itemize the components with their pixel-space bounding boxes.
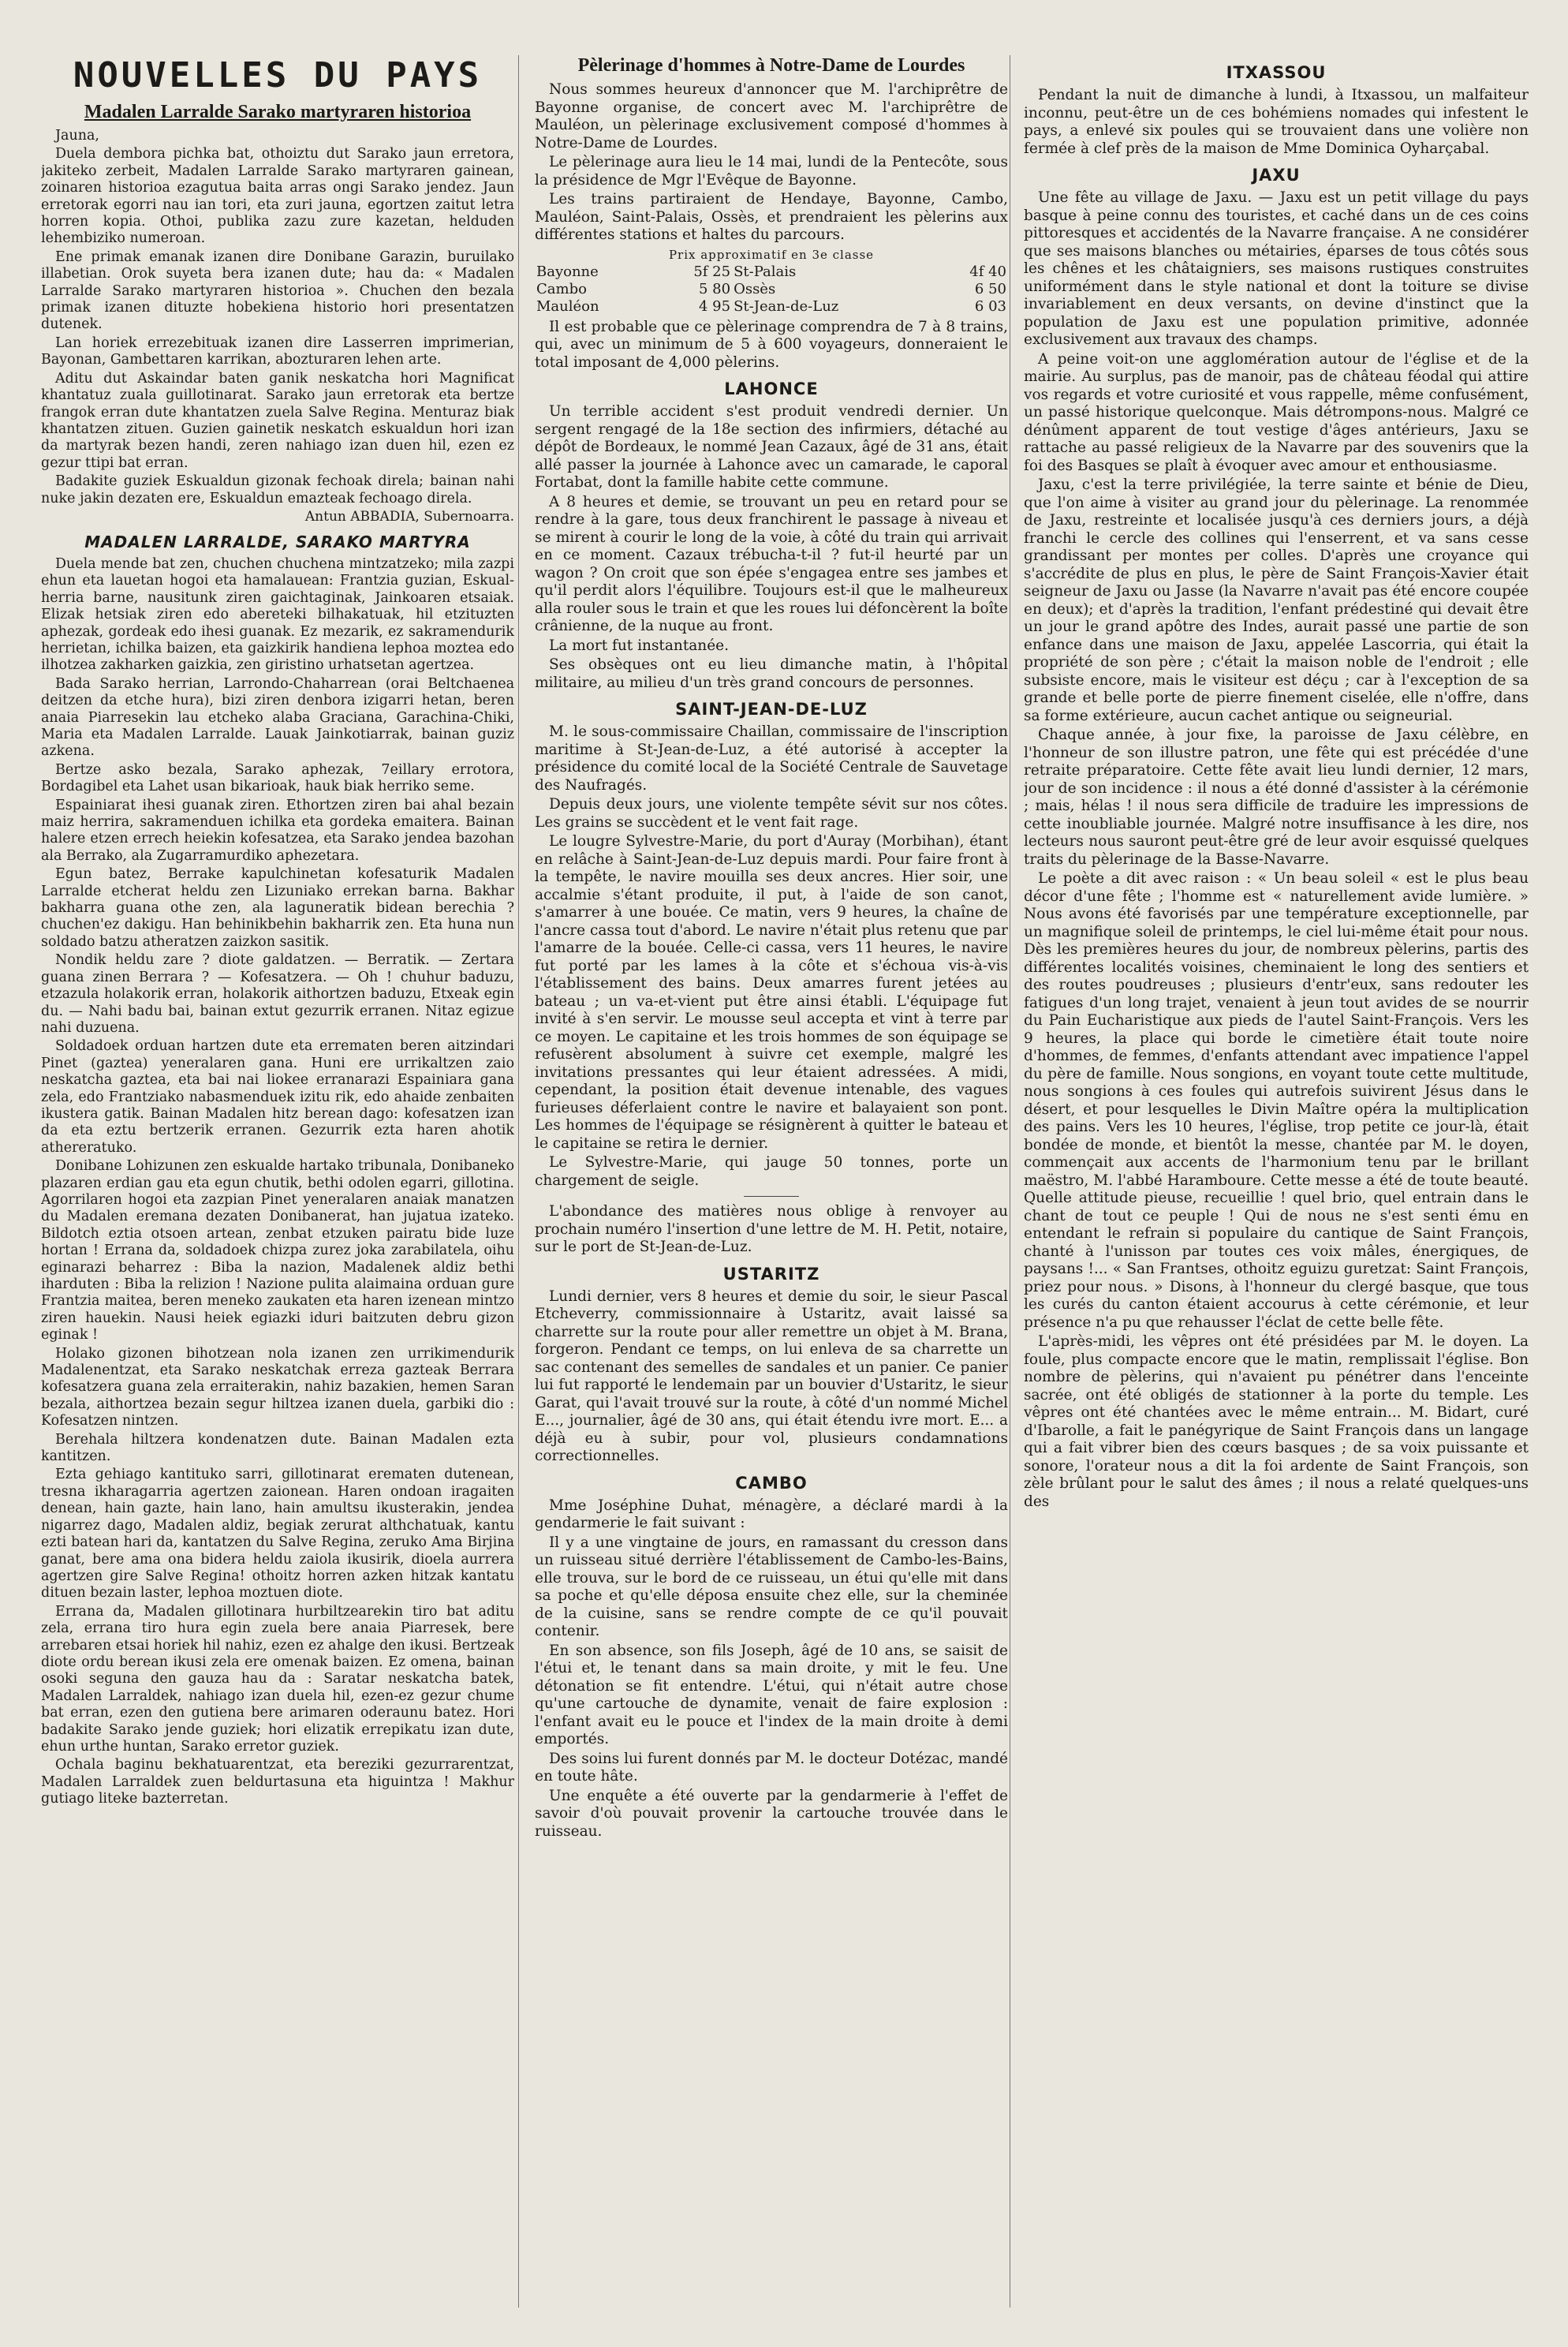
column-1 xyxy=(41,55,514,2315)
section-heading: Pèlerinage d'hommes à Notre-Dame de Lourdes xyxy=(577,55,965,76)
paragraph: Une enquête a été ouverte par la gendarmerie à l'effet de savoir d'où pouvait provenir la cartouche trouvée dans le ruisseau. xyxy=(535,1787,1008,1840)
paragraph: L'abondance des matières nous oblige à renvoyer au prochain numéro l'insertion d'une lettre de M. H. Petit, notaire, sur le port de St-Jean-de-Luz. xyxy=(535,1203,1008,1255)
paragraph: Aditu dut Askaindar baten ganik neskatcha hori Magnificat khantatuz zuala guillotinarat. Sarako jaun erretorak eta bertze frangok erran dute khantatzen zuela Salve Regina. Menturaz biak khantatzen zituen. Guzien gainetik neskatch eskualdun hori izan da martyrak bezen handi, zeren nahiago izan duen hil, ezen ez gezur ttipi bat erran. xyxy=(41,370,514,471)
article-body xyxy=(535,403,1008,692)
paragraph: Le lougre Sylvestre-Marie, du port d'Auray (Morbihan), étant en relâche à Saint-Jean-de-Luz depuis mardi. Pour faire front à la tempête, le navire mouilla ses deux ancres. Hier soir, une accalmie s'étant produite, il put, à l'aide de son canot, s'amarrer à une bouée. Ce matin, vers 9 heures, la chaîne de l'ancre cassa tout d'abord. Le navire n'était plus retenu que par l'amarre de la bouée. Celle-ci cassa, vers 11 heures, le navire fut porté par les lames à la côte et s'échoua vis-à-vis l'établissement des bains. Deux amarres furent jetées au bateau ; un va-et-vient put être ainsi établi. L'équipage fut invité à s'en servir. Le mousse seul accepta et vint à terre par ce moyen. Le capitaine et les trois hommes de son équipage se refusèrent absolument à suivre cet exemple, malgré les invitations pressantes qui leur étaient adressées. A midi, cependant, la position était devenue intenable, des vagues furieuses déferlaient contre le navire et balayaient son pont. Les hommes de l'équipage se résignèrent à quitter le bateau et le capitaine se retira le dernier. xyxy=(535,833,1008,1152)
price-cell: Cambo xyxy=(536,280,587,297)
paragraph: Bertze asko bezala, Sarako aphezak, 7eillary errotora, Bordagibel eta Lahet usan bikarioak, hauk biak herriko seme. xyxy=(41,761,514,795)
paragraph: Il est probable que ce pèlerinage comprendra de 7 à 8 trains, qui, avec un minimum de 5 à 600 voyageurs, donneraient le total imposant de 4,000 pèlerins. xyxy=(535,318,1008,371)
paragraph: Soldadoek orduan hartzen dute eta errematen beren aitzindari Pinet (gaztea) yeneralaren gana. Huni ere urrikaltzen zaio neskatcha gaztea, eta bai nai liokee erranarazi Espainiara gana zela, edo Frantziako nabasmenduek izitu rik, edo ahaide zenbaiten ikustera gatik. Bainan Madalen hitz berean dago: kofesatzen izan da eta eztu bertzerik erranen. Gezurrik ezta haren ahotik athereratuko. xyxy=(41,1038,514,1156)
section-heading: Madalen Larralde Sarako martyraren historioa xyxy=(84,102,472,122)
price-cell: 4 95 xyxy=(699,297,731,315)
article-body xyxy=(535,1203,1008,1257)
article-body xyxy=(535,723,1008,1190)
paragraph: Lundi dernier, vers 8 heures et demie du soir, le sieur Pascal Etcheverry, commissionnaire à Ustaritz, avait laissé sa charrette sur la route pour aller remettre un objet à M. Brana, forgeron. Pendant ce temps, on lui enleva de sa charrette un sac contenant des semelles de sandales et un panier. Ce panier lui fut rapporté le lendemain par un bouvier d'Ustaritz, le sieur Garat, qui l'avait trouvé sur la route, à côté d'un nommé Michel E..., journalier, âgé de 30 ans, qui était étendu ivre mort. E... a déjà eu à subir, pour vol, plusieurs condamnations correctionnelles. xyxy=(535,1287,1008,1464)
paragraph: Bada Sarako herrian, Larrondo-Chaharrean (orai Beltchaenea deitzen da etche hura), bizi ziren denbora izigarri hetan, beren anaia Piarresekin lau etcheko alaba Graciana, Garachina-Chiki, Maria eta Madalen Larralde. Lauak Jainkotiarrak, bainan guziz azkena. xyxy=(41,675,514,760)
article-body xyxy=(535,81,1008,245)
column-rule xyxy=(518,55,519,2308)
paragraph: Jauna, xyxy=(55,128,99,144)
paragraph: Il y a une vingtaine de jours, en ramassant du cresson dans un ruisseau situé derrière l'établissement de Cambo-les-Bains, elle trouva, sur le bord de ce ruisseau, un étui qu'elle mit dans sa poche et qu'elle déposa ensuite chez elle, sur la cheminée de la cuisine, sans se rendre compte de ce qu'il pouvait contenir. xyxy=(535,1534,1008,1639)
paragraph: A peine voit-on une agglomération autour de l'église et de la mairie. Au surplus, pas de manoir, pas de château féodal qui attire vos regards et votre curiosité et vous rappelle, même confusément, un passé historique quelconque. Mais détrompons-nous. Malgré ce dénûment apparent de tout vestige d'âges antérieurs, Jaxu se rattache au passé religieux de la Navarre par des souvenirs que la foi des Basques se plaît à évoquer avec amour et enthousiasme. xyxy=(1024,350,1529,474)
paragraph: La mort fut instantanée. xyxy=(549,637,729,654)
paragraph: Lan horiek errezebituak izanen dire Lasserren imprimerian, Bayonan, Gambettaren karrikan, abozturaren lehen arte. xyxy=(41,334,514,368)
paragraph: Les trains partiraient de Hendaye, Bayonne, Cambo, Mauléon, Saint-Palais, Ossès, et prendraient les pèlerins aux différentes stations et haltes du parcours. xyxy=(535,191,1008,243)
article-body xyxy=(535,1288,1008,1466)
paragraph: Egun batez, Berrake kapulchinetan kofesaturik Madalen Larralde etcherat heldu zen Lizuniako errekan barna. Bakhar bakharra guana othe zen, ala laguneratik bidean berechia ? chuchen'ez dakigu. Han behinikbehin bakharrik zen. Eta huna nun soldado batzu atheratzen zaizkon sasitik. xyxy=(41,866,514,950)
column-2 xyxy=(535,55,1008,2315)
paragraph: Nous sommes heureux d'annoncer que M. l'archiprêtre de Bayonne organise, de concert avec M. l'archiprêtre de Mauléon, un pèlerinage exclusivement composé d'hommes à Notre-Dame de Lourdes. xyxy=(535,81,1008,151)
price-cell: Mauléon xyxy=(536,297,599,315)
paragraph: Ochala baginu bekhatuarentzat, eta bereziki gezurrarentzat, Madalen Larraldek zuen beldurtasuna eta higuintza ! Makhur gutiago liteke bazterretan. xyxy=(41,1757,514,1807)
paragraph: Espainiarat ihesi guanak ziren. Ethortzen ziren bai ahal bezain maiz herrira, sakramenduen ichilka eta gordeka emaitera. Bainan halere etzen errech heiekin kofesatzea, eta Sarako jendea bazohan ala Berrako, ala Zugarramurdiko aphezetara. xyxy=(41,797,514,864)
paragraph: Pendant la nuit de dimanche à lundi, à Itxassou, un malfaiteur inconnu, peut-être un de ces bohémiens nomades qui infestent le pays, a enlevé six poules qui se trouvaient dans une volière non fermée à clef près de la maison de Mme Dominica Oyharçabal. xyxy=(1024,87,1529,157)
price-table xyxy=(535,263,1008,316)
separator xyxy=(744,1196,799,1197)
paragraph: Le Sylvestre-Marie, qui jauge 50 tonnes, porte un chargement de seigle. xyxy=(535,1154,1008,1189)
price-row xyxy=(535,263,1008,281)
section-heading: JAXU xyxy=(1252,166,1301,185)
paragraph: Depuis deux jours, une violente tempête sévit sur nos côtes. Les grains se succèdent et le vent fait rage. xyxy=(535,796,1008,831)
price-row xyxy=(535,298,1008,316)
paragraph: Errana da, Madalen gillotinara hurbiltzearekin tiro bat aditu zela, errana tiro hura egin zuela bere anaia Piarresek, bere arrebaren etsai horiek hil nahiz, ezen ez ahalge den ikusi. Bertzeak diote ordu berean ikusi zela ere omenak baizen. Ez omena, bainan osoki seguna den gauza hau da : Saratar neskatcha batek, Madalen Larraldek, nahiago izan duela hil, ezen-ez gezur chume bat erran, ezen den gutiena bere arimaren oderaunu batez. Hori badakite Sarako jende guziek; hori elizatik errepikatu izan dute, ehun urthe huntan, Sarako erretor guziek. xyxy=(41,1603,514,1755)
paragraph: Le poète a dit avec raison : « Un beau soleil « est le plus beau décor d'une fête ; l'homme est « naturellement avide lumière. » Nous avons été favorisés par une température exceptionnelle, par un magnifique soleil de printemps, le ciel lui-même était pour nous. Dès les premières heures du jour, de nombreux pèlerins, partis des différentes localités voisines, cheminaient le long des sentiers et des routes poudreuses ; plusieurs d'entr'eux, sans redouter les fatigues d'un long trajet, venaient à jeun tout avides de se nourrir du Pain Eucharistique aux pieds de l'autel Saint-François. Vers les 9 heures, la place qui borde le cimetière était toute noire d'hommes, de femmes, d'enfants attendant avec impatience l'appel du père de famille. Nous songions, en voyant toute cette multitude, nous songions à ces foules qui autrefois suivirent Jésus dans le désert, et pour lesquelles le Divin Maître opéra la multiplication des pains. Vers les 10 heures, l'église, trop petite ce jour-là, était bondée de monde, et bientôt la messe, chantée par M. le doyen, commençait aux accents de l'harmonium tenu par le brillant maëstro, M. l'abbé Haramboure. Cette messe a été de toute beauté. Quelle attitude pieuse, recueillie ! quel brio, quel entrain dans le chant de tout ce peuple ! Qui de nous ne s'est senti ému en entendant le refrain si populaire du cantique de Saint François, chanté à l'unisson par toutes ces voix mâles, énergiques, de paysans !... « San Frantses, othoitz eguizu guretzat: Saint François, priez pour nous. » Disons, à l'honneur du clergé basque, que tous les curés du canton étaient accourus à cette cérémonie, et leur présence n'a pu que rehausser l'éclat de cette belle fête. xyxy=(1024,870,1529,1331)
price-row xyxy=(535,281,1008,298)
paragraph: En son absence, son fils Joseph, âgé de 10 ans, se saisit de l'étui et, le tenant dans sa main droite, y mit le feu. Une détonation se fit entendre. L'étui, qui n'était autre chose qu'une cartouche de dynamite, venait de faire explosion : l'enfant avait eu le pouce et l'index de la main droite à demi emportés. xyxy=(535,1642,1008,1747)
paragraph: Holako gizonen bihotzean nola izanen zen urrikimendurik Madalenentzat, eta Sarako neskatchak erreza gazteak Berrara kofesatzera guana zela erraiterakin, nahiz bazakien, hemen Saran bezala, aithortzea bezain segur hiltzea izanen duela, garbiki dio : Kofesatzen nintzen. xyxy=(41,1345,514,1430)
section-heading: MADALEN LARRALDE, SARAKO MARTYRA xyxy=(84,532,471,551)
paragraph: Mme Joséphine Duhat, ménagère, a déclaré mardi à la gendarmerie le fait suivant : xyxy=(535,1497,1008,1531)
paragraph: Jaxu, c'est la terre privilégiée, la terre sainte et bénie de Dieu, que l'on aime à visiter au grand jour du pèlerinage. La renommée de Jaxu, restreinte et localisée jusqu'à ces derniers jours, a déjà franchi le cercle des collines qui l'enserrent, et va sans cesse grandissant per montes per colles. D'après une croyance qui s'accrédite de plus en plus, le père de Saint François-Xavier était seigneur de Jaxu ou Jasse (la Navarre n'avait pas été encore coupée en deux); et d'après la tradition, l'enfant prédestiné qui devait être un jour le grand apôtre des Indes, aurait passé une partie de son enfance dans une maison de Jaxu, appelée Lascorria, qui était la propriété de son père ; c'était la maison noble de l'endroit ; elle subsiste encore, mais le visiteur est déçu ; car à l'exception de sa grande et belle porte de pierre finement ciselée, elle n'offre, dans sa forme extérieure, aucun cachet antique ou seigneurial. xyxy=(1024,477,1529,724)
price-cell: 6 03 xyxy=(974,297,1006,315)
section-heading: USTARITZ xyxy=(722,1264,820,1284)
paragraph: Duela dembora pichka bat, othoiztu dut Sarako jaun erretora, jakiteko zerbeit, Madalen Larralde Sarako martyraren gainean, zoinaren historioa ezagutua baita arras ongi Sarako jendez. Jaun erretorak egorri nau ian tori, eta zuri jauna, egortzen zaitut letra horren kopia. Othoi, publika zazu zure kazetan, helduden lehembiziko numeroan. xyxy=(41,146,514,247)
price-cell: 4f 40 xyxy=(969,263,1006,280)
article-body xyxy=(535,1497,1008,1841)
article-body xyxy=(41,128,514,507)
paragraph: Berehala hiltzera kondenatzen dute. Bainan Madalen ezta kantitzen. xyxy=(41,1431,514,1465)
price-cell: 6 50 xyxy=(974,280,1006,297)
article-body xyxy=(535,319,1008,372)
article-body xyxy=(1024,87,1529,158)
price-cell: Bayonne xyxy=(536,263,599,280)
price-cell: St-Palais xyxy=(734,263,797,280)
price-cell: 5f 25 xyxy=(693,263,731,280)
paragraph: L'après-midi, les vêpres ont été présidées par M. le doyen. La foule, plus compacte encore que le matin, remplissait l'église. Bon nombre de pèlerins, qui n'avaient pu pénétrer dans l'enceinte sacrée, ont été obligés de stationner à la porte du temple. Les vêpres ont été chantées avec le même entrain... M. Bidart, curé d'Ibarolle, a fait le panégyrique de Saint François dans un langage qui a fait vibrer bien des cœurs basques ; de sa voix puissante et sonore, l'orateur nous a dit la foi ardente de Saint François, son zèle brûlant pour le salut des âmes ; il nous a relaté quelques-uns des xyxy=(1024,1333,1529,1510)
price-table-title: Prix approximatif en 3e classe xyxy=(668,247,875,262)
paragraph: Un terrible accident s'est produit vendredi dernier. Un sergent rengagé de la 18e section des infirmiers, détaché au dépôt de Bordeaux, le nommé Jean Cazaux, âgé de 31 ans, était allé passer la journée à Lahonce avec un camarade, le caporal Fortabat, dont la famille habite cette commune. xyxy=(535,403,1008,491)
paragraph: Des soins lui furent donnés par M. le docteur Dotézac, mandé en toute hâte. xyxy=(535,1750,1008,1785)
price-cell: St-Jean-de-Luz xyxy=(734,297,839,315)
masthead: NOUVELLES DU PAYS xyxy=(73,55,483,95)
paragraph: Donibane Lohizunen zen eskualde hartako tribunala, Donibaneko plazaren erdian gau eta egun chutik, bethi odolen egarri, gillotina. Agorrilaren hogoi eta zazpian Pinet yeneralaren anaiak manatzen du Madalen eremana dezaten Donibanerat, han jujatua izateko. Bildotch eztia otsoen artean, zenbat etzuken pairatu bide luze hortan ! Errana da, soldadoek chizpa zurez joka zarabilatela, oihu eginarazi beharrez : Biba la nazion, Madalenek aldiz bethi iharduten : Biba la relizion ! Nazione pulita alaimaina orduan gure Frantzia maitea, beren meneko zaukaten eta haren izenean mintzo ziren hauekin. Nausi heiek egiazki iduri baitzuten debru gizon eginak ! xyxy=(41,1158,514,1344)
signature: Antun ABBADIA, Subernoarra. xyxy=(304,508,514,525)
paragraph: Ses obsèques ont eu lieu dimanche matin, à l'hôpital militaire, au milieu d'un très grand concours de personnes. xyxy=(535,656,1008,691)
section-heading: LAHONCE xyxy=(724,379,819,398)
paragraph: Badakite guziek Eskualdun gizonak fechoak direla; bainan nahi nuke jakin dezaten ere, Eskualdun emazteak fechoago direla. xyxy=(41,473,514,506)
paragraph: Nondik heldu zare ? diote galdatzen. — Berratik. — Zertara guana zinen Berrara ? — Kofesatzera. — Oh ! chuhur baduzu, etzazula holakorik erran, holakorik aithortzen baduzu, Etxeak egin du. — Nahi badu bai, bainan extut gezurrik erranen. Nitaz egizue nahi duzuena. xyxy=(41,952,514,1036)
article-body xyxy=(1024,189,1529,1511)
paragraph: A 8 heures et demie, se trouvant un peu en retard pour se rendre à la gare, tous deux franchirent le passage à niveau et se mirent à courir le long de la voie, à côté du train qui arrivait en ce moment. Cazaux trébucha-t-il ? fut-il heurté par un wagon ? On croit que son épée s'engagea entre ses jambes et qu'il perdit alors l'équilibre. Toujours est-il que le malheureux alla rouler sous le train et que les roues lui défoncèrent la boîte crânienne, de la nuque au front. xyxy=(535,493,1008,634)
paragraph: Le pèlerinage aura lieu le 14 mai, lundi de la Pentecôte, sous la présidence de Mgr l'Evêque de Bayonne. xyxy=(535,154,1008,189)
article-body xyxy=(41,556,514,1808)
paragraph: M. le sous-commissaire Chaillan, commissaire de l'inscription maritime à St-Jean-de-Luz, a été autorisé à accepter la présidence du comité local de la Société Centrale de Sauvetage des Naufragés. xyxy=(535,723,1008,794)
price-cell: Ossès xyxy=(734,280,776,297)
paragraph: Ene primak emanak izanen dire Donibane Garazin, buruilako illabetian. Orok suyeta bera izanen dute; hau da: « Madalen Larralde Sarako martyraren historioa ». Chuchen den bezala primak izanen dituzte hobekiena historio hori presentatzen dutenek. xyxy=(41,249,514,333)
column-3 xyxy=(1024,55,1529,2315)
section-heading: SAINT-JEAN-DE-LUZ xyxy=(675,700,868,719)
paragraph: Une fête au village de Jaxu. — Jaxu est un petit village du pays basque à peine connu des touristes, et caché dans un de ces coins pittoresques et accidentés de la Navarre française. A ne considérer que ses maisons blanches ou métairies, éparses de tous côtés sous les chênes et les châtaigniers, ses maisons rustiques construites uniformément dans le style national et dont la toiture se divise invariablement en deux versants, on devine d'instinct que la population de Jaxu est une population primitive, adonnée exclusivement aux travaux des champs. xyxy=(1024,189,1529,348)
paragraph: Ezta gehiago kantituko sarri, gillotinarat erematen dutenean, tresna ikharagarria agertzen zaionean. Haren ondoan iragaiten denean, hain gazte, hain lano, hain amultsu ikusterakin, jendea nigarrez dago, Madalen aldiz, begiak zerurat althchatuak, kantu ezti batean hari da, kantatzen du Salve Regina, zeruko Ama Birjina ganat, bere ama ona bidera heldu zaiola ikusirik, dioela aurrera agertzen gire Salve Regina! othoitz horren azken hitzak kantatu dituen bezain laster, lephoa moztuen diote. xyxy=(41,1467,514,1601)
section-heading: ITXASSOU xyxy=(1226,63,1327,82)
paragraph: Duela mende bat zen, chuchen chuchena mintzatzeko; mila zazpi ehun eta lauetan hogoi eta hamalauean: Frantzia guzian, Eskual-herria barne, nausitunk ziren gaichtaginak, Jainkoaren etsaiak. Elizak hetsiak ziren edo abereteki bilhakatuak, hil etzituzten aphezak, gordeak edo ihesi guanak. Ez mezarik, ez sakramendurik herrietan, ichilka baizen, eta gaizkirik handiena lephoa moztea edo ilhotzea zakharken gaizkia, zen giristino urhatsetan agertzea. xyxy=(41,555,514,674)
paragraph: Chaque année, à jour fixe, la paroisse de Jaxu célèbre, en l'honneur de son illustre patron, une fête qui est précédée d'une retraite préparatoire. Cette fête avait lieu lundi dernier, 12 mars, jour de son incidence : il nous a été donné d'assister à la cérémonie ; mais, hélas ! il nous sera difficile de traduire les impressions de cette inoubliable journée. Malgré notre insuffisance à les dire, nos lecteurs nous sauront peut-être gré de leur avoir esquissé quelques traits du pèlerinage de la Basse-Navarre. xyxy=(1024,727,1529,868)
price-cell: 5 80 xyxy=(699,280,731,297)
section-heading: CAMBO xyxy=(735,1473,808,1493)
